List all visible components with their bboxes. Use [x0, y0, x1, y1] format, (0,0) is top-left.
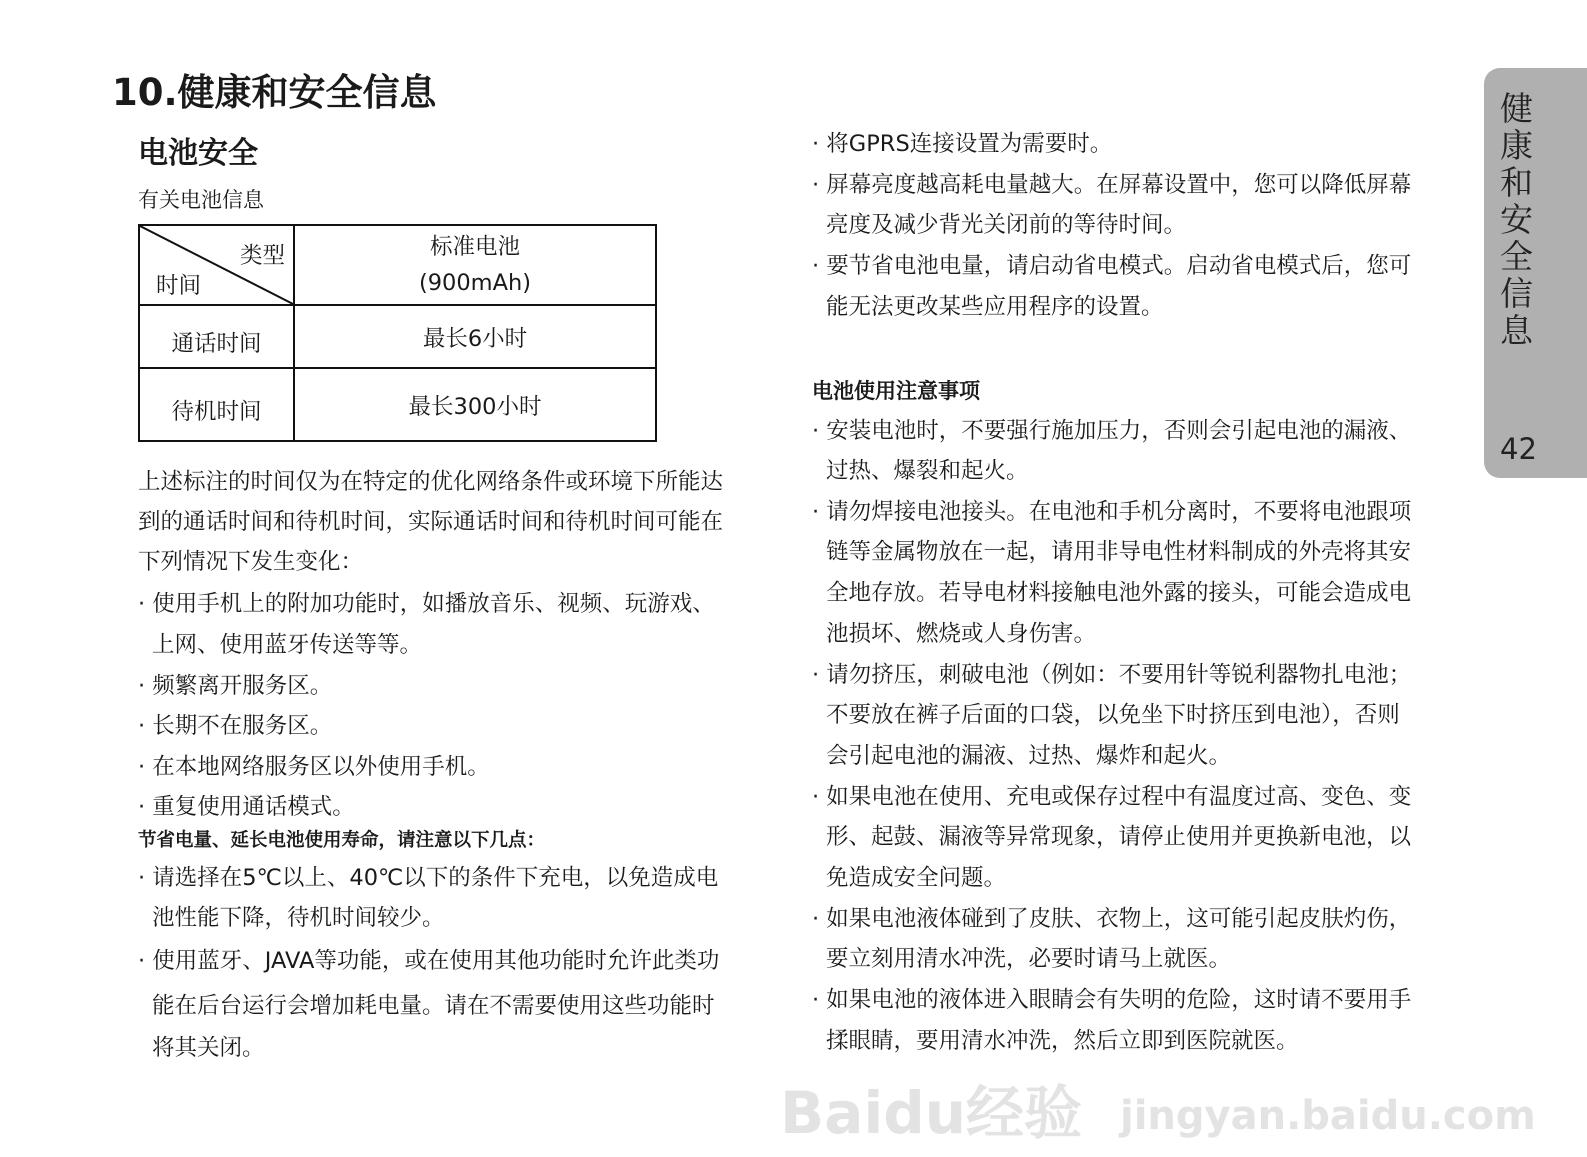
text-line: · 请勿挤压，刺破电池（例如：不要用针等锐利器物扎电池； [812, 662, 1412, 688]
table-caption: 有关电池信息 [138, 188, 264, 212]
text-line: 形、起鼓、漏液等异常现象，请停止使用并更换新电池，以 [826, 824, 1412, 850]
watermark-url: jingyan.baidu.com [1120, 1093, 1536, 1139]
text-line: 池性能下降，待机时间较少。 [152, 905, 445, 931]
chapter-tab-label: 健康和安全信息 [1500, 89, 1533, 350]
text-line: 上网、使用蓝牙传送等等。 [152, 632, 423, 658]
watermark-logo: Baidu经验 [780, 1079, 1083, 1147]
column-header-line2: (900mAh) [418, 270, 532, 296]
corner-cell [139, 225, 294, 305]
row-value: 最长6小时 [294, 305, 656, 368]
text-line: 池损坏、燃烧或人身伤害。 [826, 621, 1097, 647]
text-line: 到的通话时间和待机时间，实际通话时间和待机时间可能在 [138, 509, 724, 535]
text-line: · 使用蓝牙、JAVA等功能，或在使用其他功能时允许此类功 [138, 948, 720, 974]
row-label: 通话时间 [139, 305, 294, 368]
text-line: · 如果电池的液体进入眼睛会有失明的危险，这时请不要用手 [812, 987, 1412, 1013]
section-title: 电池安全 [138, 136, 258, 171]
text-line: · 重复使用通话模式。 [138, 794, 355, 820]
corner-time: 时间 [156, 273, 202, 299]
text-line: 上述标注的时间仅为在特定的优化网络条件或环境下所能达 [138, 469, 724, 495]
text-line: · 长期不在服务区。 [138, 713, 333, 739]
text-line: 将其关闭。 [152, 1035, 265, 1061]
battery-table [138, 224, 657, 442]
text-line: 全地存放。若导电材料接触电池外露的接头，可能会造成电 [826, 580, 1412, 606]
text-line: · 请勿焊接电池接头。在电池和手机分离时，不要将电池跟项 [812, 499, 1412, 525]
text-line: · 如果电池液体碰到了皮肤、衣物上，这可能引起皮肤灼伤， [812, 906, 1412, 932]
column-header [294, 225, 656, 305]
row-label: 待机时间 [139, 368, 294, 441]
text-line: 会引起电池的漏液、过热、爆炸和起火。 [826, 743, 1232, 769]
column-header-line1: 标准电池 [429, 234, 520, 260]
text-line: 要立刻用清水冲洗，必要时请马上就医。 [826, 946, 1232, 972]
row-value: 最长300小时 [294, 368, 656, 441]
text-line: · 要节省电池电量，请启动省电模式。启动省电模式后，您可 [812, 253, 1412, 279]
text-line: · 频繁离开服务区。 [138, 673, 333, 699]
subheading: 电池使用注意事项 [812, 379, 980, 403]
text-line: 能在后台运行会增加耗电量。请在不需要使用这些功能时 [152, 993, 715, 1019]
page-title: 10.健康和安全信息 [112, 71, 437, 114]
text-line: 下列情况下发生变化： [138, 549, 364, 575]
text-line: · 如果电池在使用、充电或保存过程中有温度过高、变色、变 [812, 784, 1412, 810]
corner-type: 类型 [239, 243, 285, 269]
text-line: 揉眼睛，要用清水冲洗，然后立即到医院就医。 [826, 1028, 1299, 1054]
text-line: · 在本地网络服务区以外使用手机。 [138, 754, 490, 780]
text-line: 能无法更改某些应用程序的设置。 [826, 294, 1164, 320]
text-line: · 使用手机上的附加功能时，如播放音乐、视频、玩游戏、 [138, 591, 715, 617]
text-line: 免造成安全问题。 [826, 865, 1007, 891]
text-line: 亮度及减少背光关闭前的等待时间。 [826, 212, 1187, 238]
text-line: 链等金属物放在一起，请用非导电性材料制成的外壳将其安 [826, 539, 1412, 565]
table-row [139, 368, 656, 441]
text-line: · 屏幕亮度越高耗电量越大。在屏幕设置中，您可以降低屏幕 [812, 172, 1412, 198]
table-row [139, 305, 656, 368]
page-number: 42 [1500, 432, 1537, 466]
text-line: · 将GPRS连接设置为需要时。 [812, 131, 1113, 157]
text-line: 过热、爆裂和起火。 [826, 458, 1029, 484]
text-line: · 请选择在5℃以上、40℃以下的条件下充电，以免造成电 [138, 865, 719, 891]
text-line: 不要放在裤子后面的口袋，以免坐下时挤压到电池），否则 [826, 702, 1400, 728]
subheading: 节省电量、延长电池使用寿命，请注意以下几点： [138, 830, 546, 851]
text-line: · 安装电池时，不要强行施加压力，否则会引起电池的漏液、 [812, 418, 1412, 444]
